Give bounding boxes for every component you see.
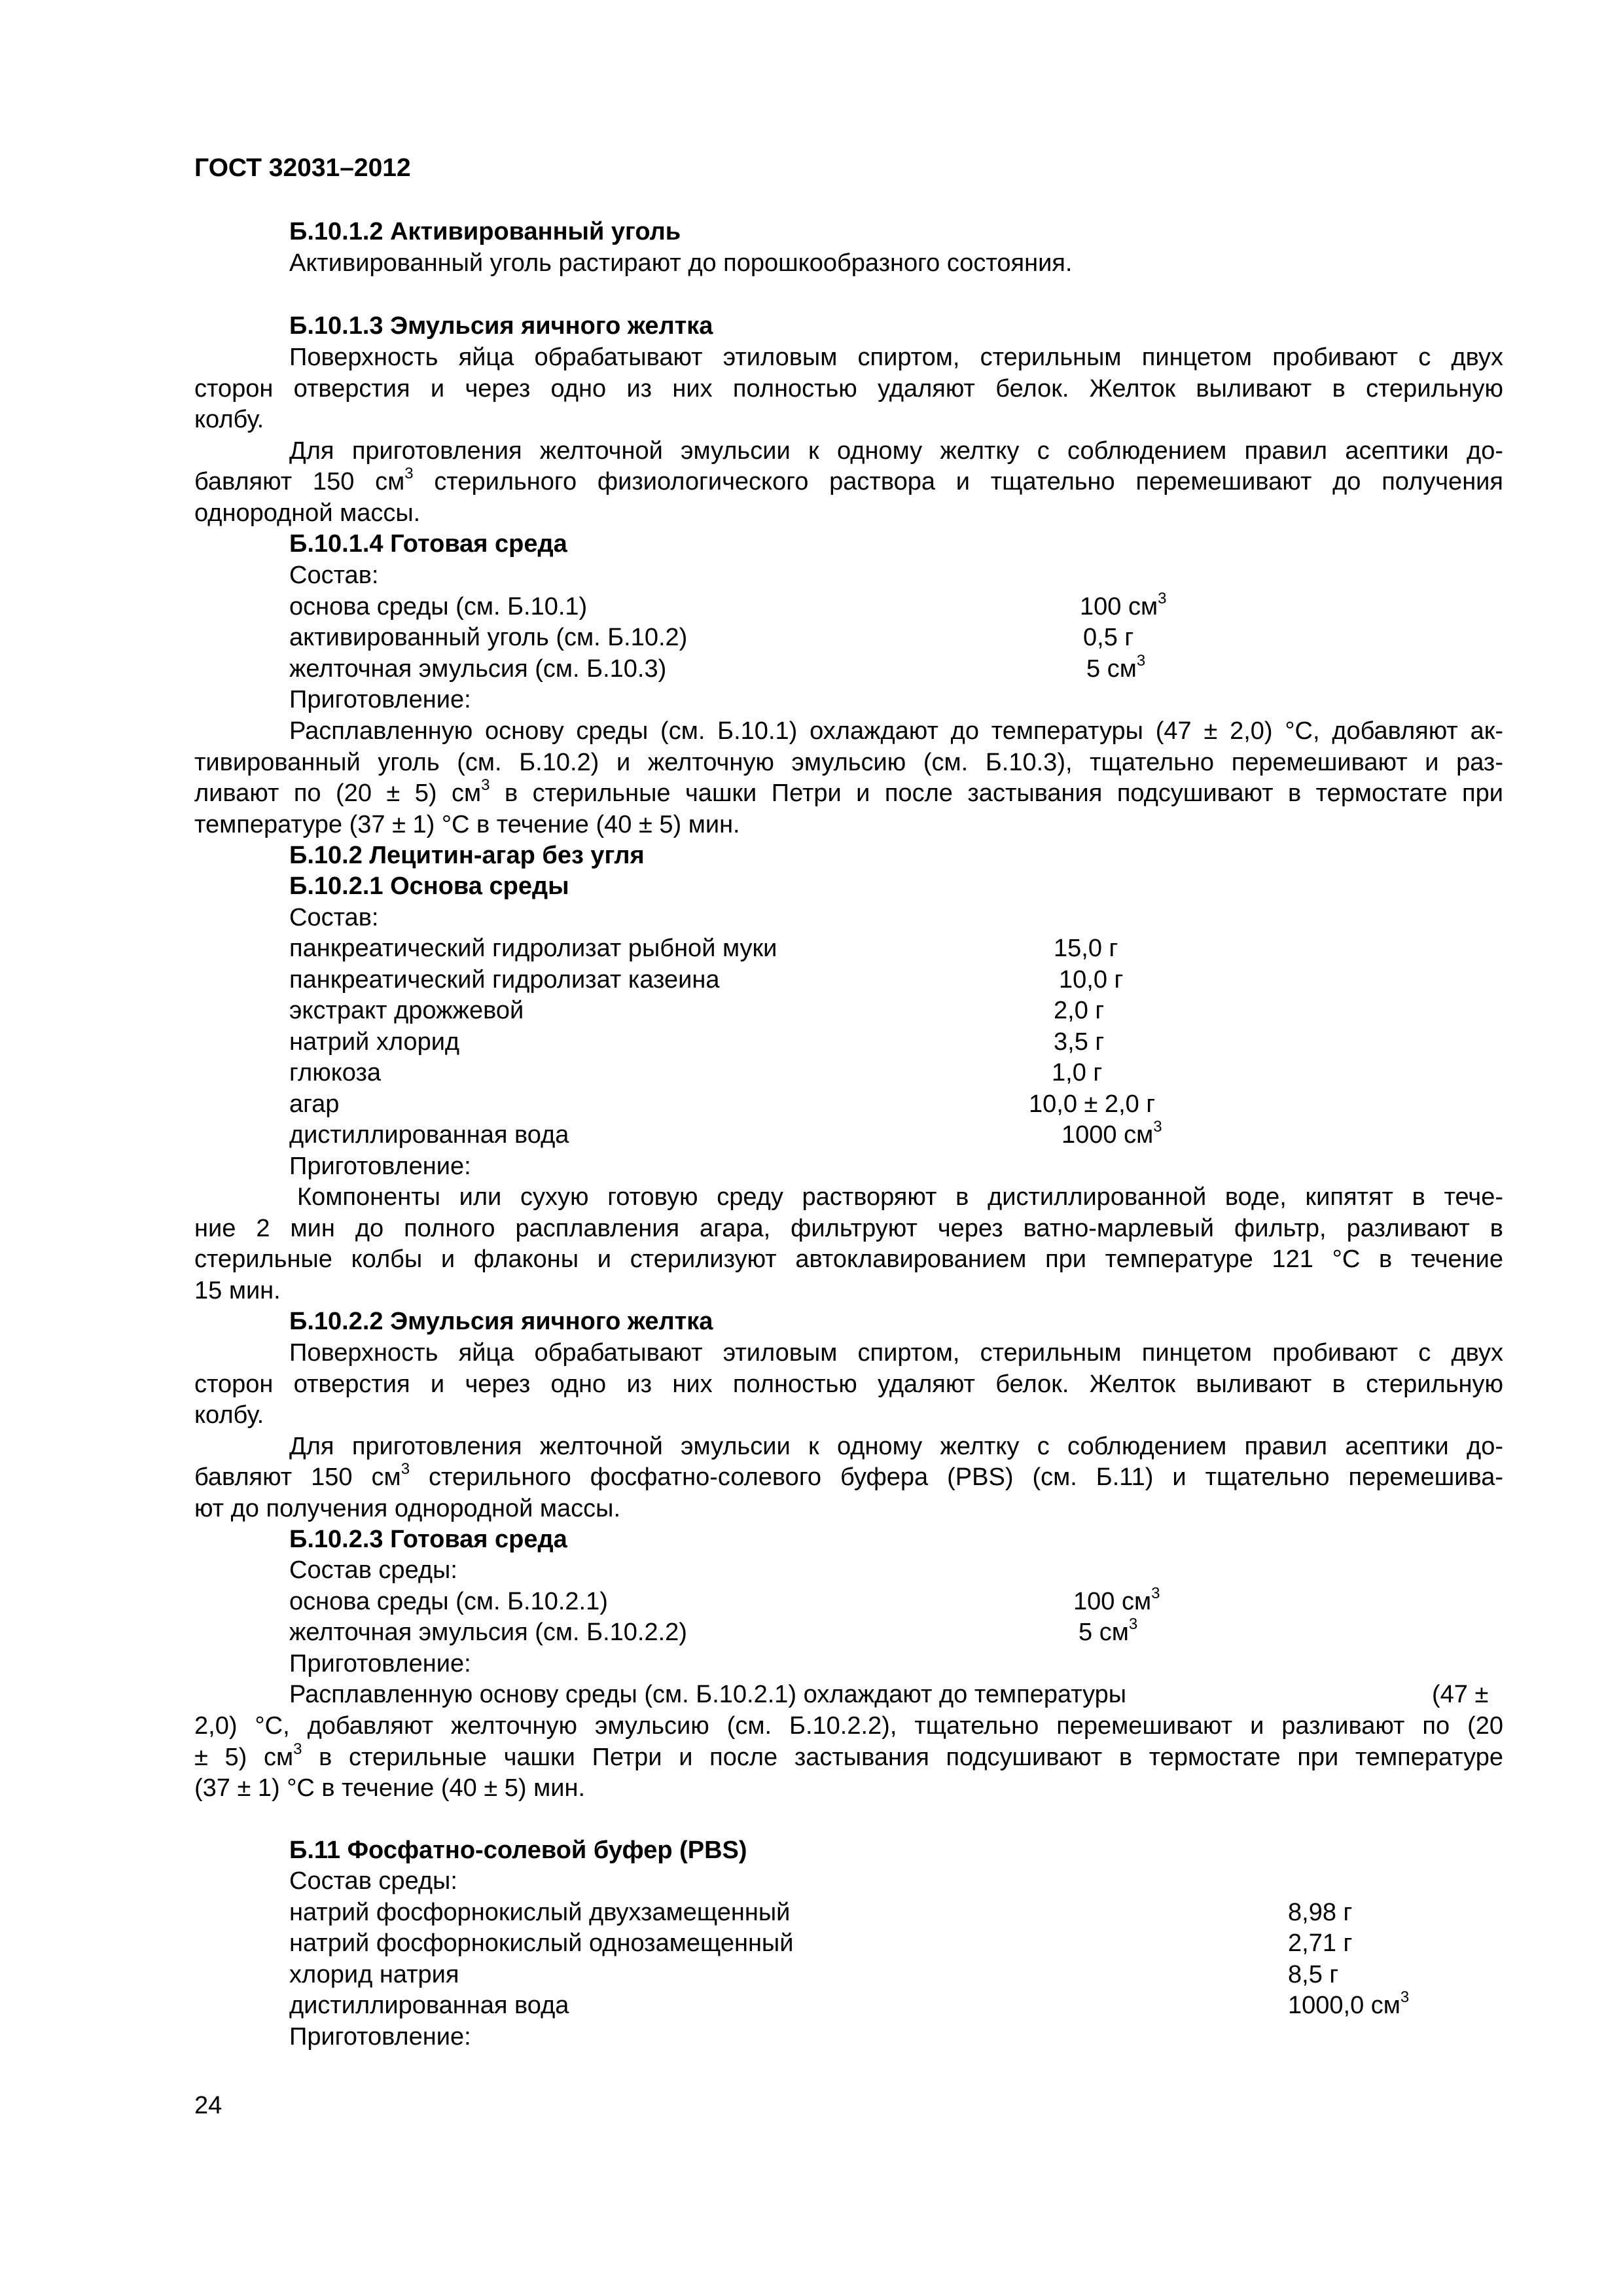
paragraph-line: бавляют 150 $см^3$ стерильного физиологического раствора и тщательно перемешивают до получения [194, 465, 1503, 495]
section-heading: Б.11 Фосфатно-солевой буфер (PBS) [289, 1837, 747, 1864]
composition-label: Состав: [289, 562, 379, 589]
paragraph-line: ± 5) $см^3$ в стерильные чашки Петри и после застывания подсушивают в термостате при температуре [194, 1740, 1503, 1771]
paragraph [194, 342, 1503, 529]
document-header: ГОСТ 32031–2012 [194, 154, 411, 182]
ingredient-name: дистиллированная вода [289, 1121, 569, 1149]
ingredient-name: желточная эмульсия (см. Б.10.3) [289, 655, 667, 683]
paragraph [194, 1182, 1503, 1306]
ingredient-name: глюкоза [289, 1059, 382, 1086]
paragraph-line: (47 ± [1432, 1681, 1489, 1708]
ingredient-amount: 10,0 г [1059, 966, 1124, 994]
ingredient-name: натрий фосфорнокислый двухзамещенный [289, 1899, 791, 1926]
prep-label: Приготовление: [289, 686, 471, 713]
ingredient-name: желточная эмульсия (см. Б.10.2.2) [289, 1619, 687, 1646]
ingredient-name: агар [289, 1090, 340, 1118]
ingredient-amount: 100 $см^3$ [1080, 590, 1167, 620]
superscript: 3 [404, 465, 414, 482]
section-heading: Б.10.2 Лецитин-агар без угля [289, 842, 645, 869]
section-heading: Б.10.1.2 Активированный уголь [289, 218, 681, 245]
paragraph-line: Компоненты или сухую готовую среду растворяют в дистиллированной воде, кипятят в тече- [297, 1183, 1503, 1211]
paragraph-line: (37 ± 1) °С в течение (40 ± 5) мин. [194, 1774, 585, 1802]
ingredient-amount: 5 $см^3$ [1086, 652, 1146, 683]
ingredient-name: активированный уголь (см. Б.10.2) [289, 624, 688, 651]
ingredient-amount: 100 $см^3$ [1073, 1585, 1160, 1615]
ingredient-name: хлорид натрия [289, 1961, 459, 1988]
ingredient-amount: 15,0 г [1054, 935, 1118, 962]
section-heading: Б.10.2.2 Эмульсия яичного желтка [289, 1308, 713, 1335]
ingredient-amount: 8,98 г [1288, 1899, 1353, 1926]
ingredient-amount: 1,0 г [1052, 1059, 1103, 1086]
paragraph-line: Поверхность яйца обрабатывают этиловым спиртом, стерильным пинцетом пробивают с двух [289, 344, 1503, 371]
ingredient-amount: 0,5 г [1083, 624, 1134, 651]
paragraph-line: Расплавленную основу среды (см. Б.10.1) охлаждают до температуры (47 ± 2,0) °С, добавляют ак- [289, 717, 1503, 745]
ingredient-amount: 1000 $см^3$ [1061, 1118, 1162, 1149]
paragraph-line: 2,0) °С, добавляют желточную эмульсию (см. Б.10.2.2), тщательно перемешивают и разливают по (20 [194, 1712, 1503, 1740]
ingredient-name: основа среды (см. Б.10.1) [289, 593, 588, 620]
composition-label: Состав среды: [289, 1556, 457, 1584]
ingredient-name: натрий фосфорнокислый однозамещенный [289, 1929, 794, 1957]
ingredient-name: натрий хлорид [289, 1028, 460, 1056]
ingredient-amount: 2,71 г [1288, 1929, 1353, 1957]
paragraph-line: стерильные колбы и флаконы и стерилизуют автоклавированием при температуре 121 °С в течение [194, 1246, 1503, 1273]
ingredient-amount: 10,0 ± 2,0 г [1029, 1090, 1156, 1118]
section-subheading: Б.10.2.1 Основа среды [289, 872, 569, 900]
paragraph-line: Для приготовления желточной эмульсии к одному желтку с соблюдением правил асептики до- [289, 437, 1503, 465]
section-heading: Б.10.2.3 Готовая среда [289, 1526, 567, 1553]
paragraph-line: тивированный уголь (см. Б.10.2) и желточную эмульсию (см. Б.10.3), тщательно перемешивают и раз- [194, 748, 1503, 776]
paragraph-text: Активированный уголь растирают до порошкообразного состояния. [289, 249, 1073, 277]
paragraph-line: колбу. [194, 1401, 264, 1429]
ingredient-name: панкреатический гидролизат казеина [289, 966, 720, 994]
paragraph-line: Поверхность яйца обрабатывают этиловым спиртом, стерильным пинцетом пробивают с двух [289, 1339, 1503, 1367]
ingredient-amount: 5 $см^3$ [1079, 1615, 1138, 1646]
section-heading: Б.10.1.4 Готовая среда [289, 530, 567, 558]
paragraph-line: бавляют 150 $см^3$ стерильного фосфатно-солевого буфера (PBS) (см. Б.11) и тщательно перемешива- [194, 1460, 1504, 1491]
paragraph-line: ют до получения однородной массы. [194, 1494, 621, 1522]
composition-label: Состав среды: [289, 1867, 457, 1895]
paragraph-line: колбу. [194, 406, 264, 433]
ingredient-amount: 1000,0 $см^3$ [1288, 1988, 1410, 2019]
paragraph-line: Для приготовления желточной эмульсии к одному желтку с соблюдением правил асептики до- [289, 1432, 1503, 1460]
paragraph-line: сторон отверстия и через одно из них полностью удаляют белок. Желток выливают в стерильную [194, 374, 1503, 403]
composition-label: Состав: [289, 904, 379, 931]
ingredient-amount: 8,5 г [1288, 1961, 1339, 1988]
paragraph-line: сторон отверстия и через одно из них полностью удаляют белок. Желток выливают в стерильную [194, 1370, 1503, 1398]
paragraph-line: однородной массы. [194, 499, 421, 527]
page-number: 24 [194, 2092, 223, 2119]
paragraph-line: температуре (37 ± 1) °С в течение (40 ± 5) мин. [194, 810, 740, 838]
ingredient-amount: 3,5 г [1054, 1028, 1105, 1056]
paragraph-line: Расплавленную основу среды (см. Б.10.2.1) охлаждают до температуры [289, 1681, 1127, 1708]
paragraph-line: ливают по (20 ± 5) $см^3$ в стерильные чашки Петри и после застывания подсушивают в термостате при [194, 776, 1503, 807]
ingredient-name: экстракт дрожжевой [289, 997, 524, 1024]
prep-label: Приготовление: [289, 1153, 471, 1180]
paragraph [194, 1711, 1503, 1804]
prep-label: Приготовление: [289, 1650, 471, 1677]
section-heading: Б.10.1.3 Эмульсия яичного желтка [289, 312, 713, 340]
ingredient-name: дистиллированная вода [289, 1992, 569, 2019]
paragraph [194, 716, 1503, 840]
ingredient-name: основа среды (см. Б.10.2.1) [289, 1588, 608, 1615]
paragraph-line: ние 2 мин до полного расплавления агара, фильтруют через ватно-марлевый фильтр, разливают в [194, 1214, 1503, 1242]
ingredient-amount: 2,0 г [1054, 997, 1105, 1024]
prep-label: Приготовление: [289, 2023, 471, 2051]
paragraph [194, 1338, 1503, 1524]
paragraph-line: 15 мин. [194, 1276, 281, 1304]
ingredient-name: панкреатический гидролизат рыбной муки [289, 935, 777, 962]
